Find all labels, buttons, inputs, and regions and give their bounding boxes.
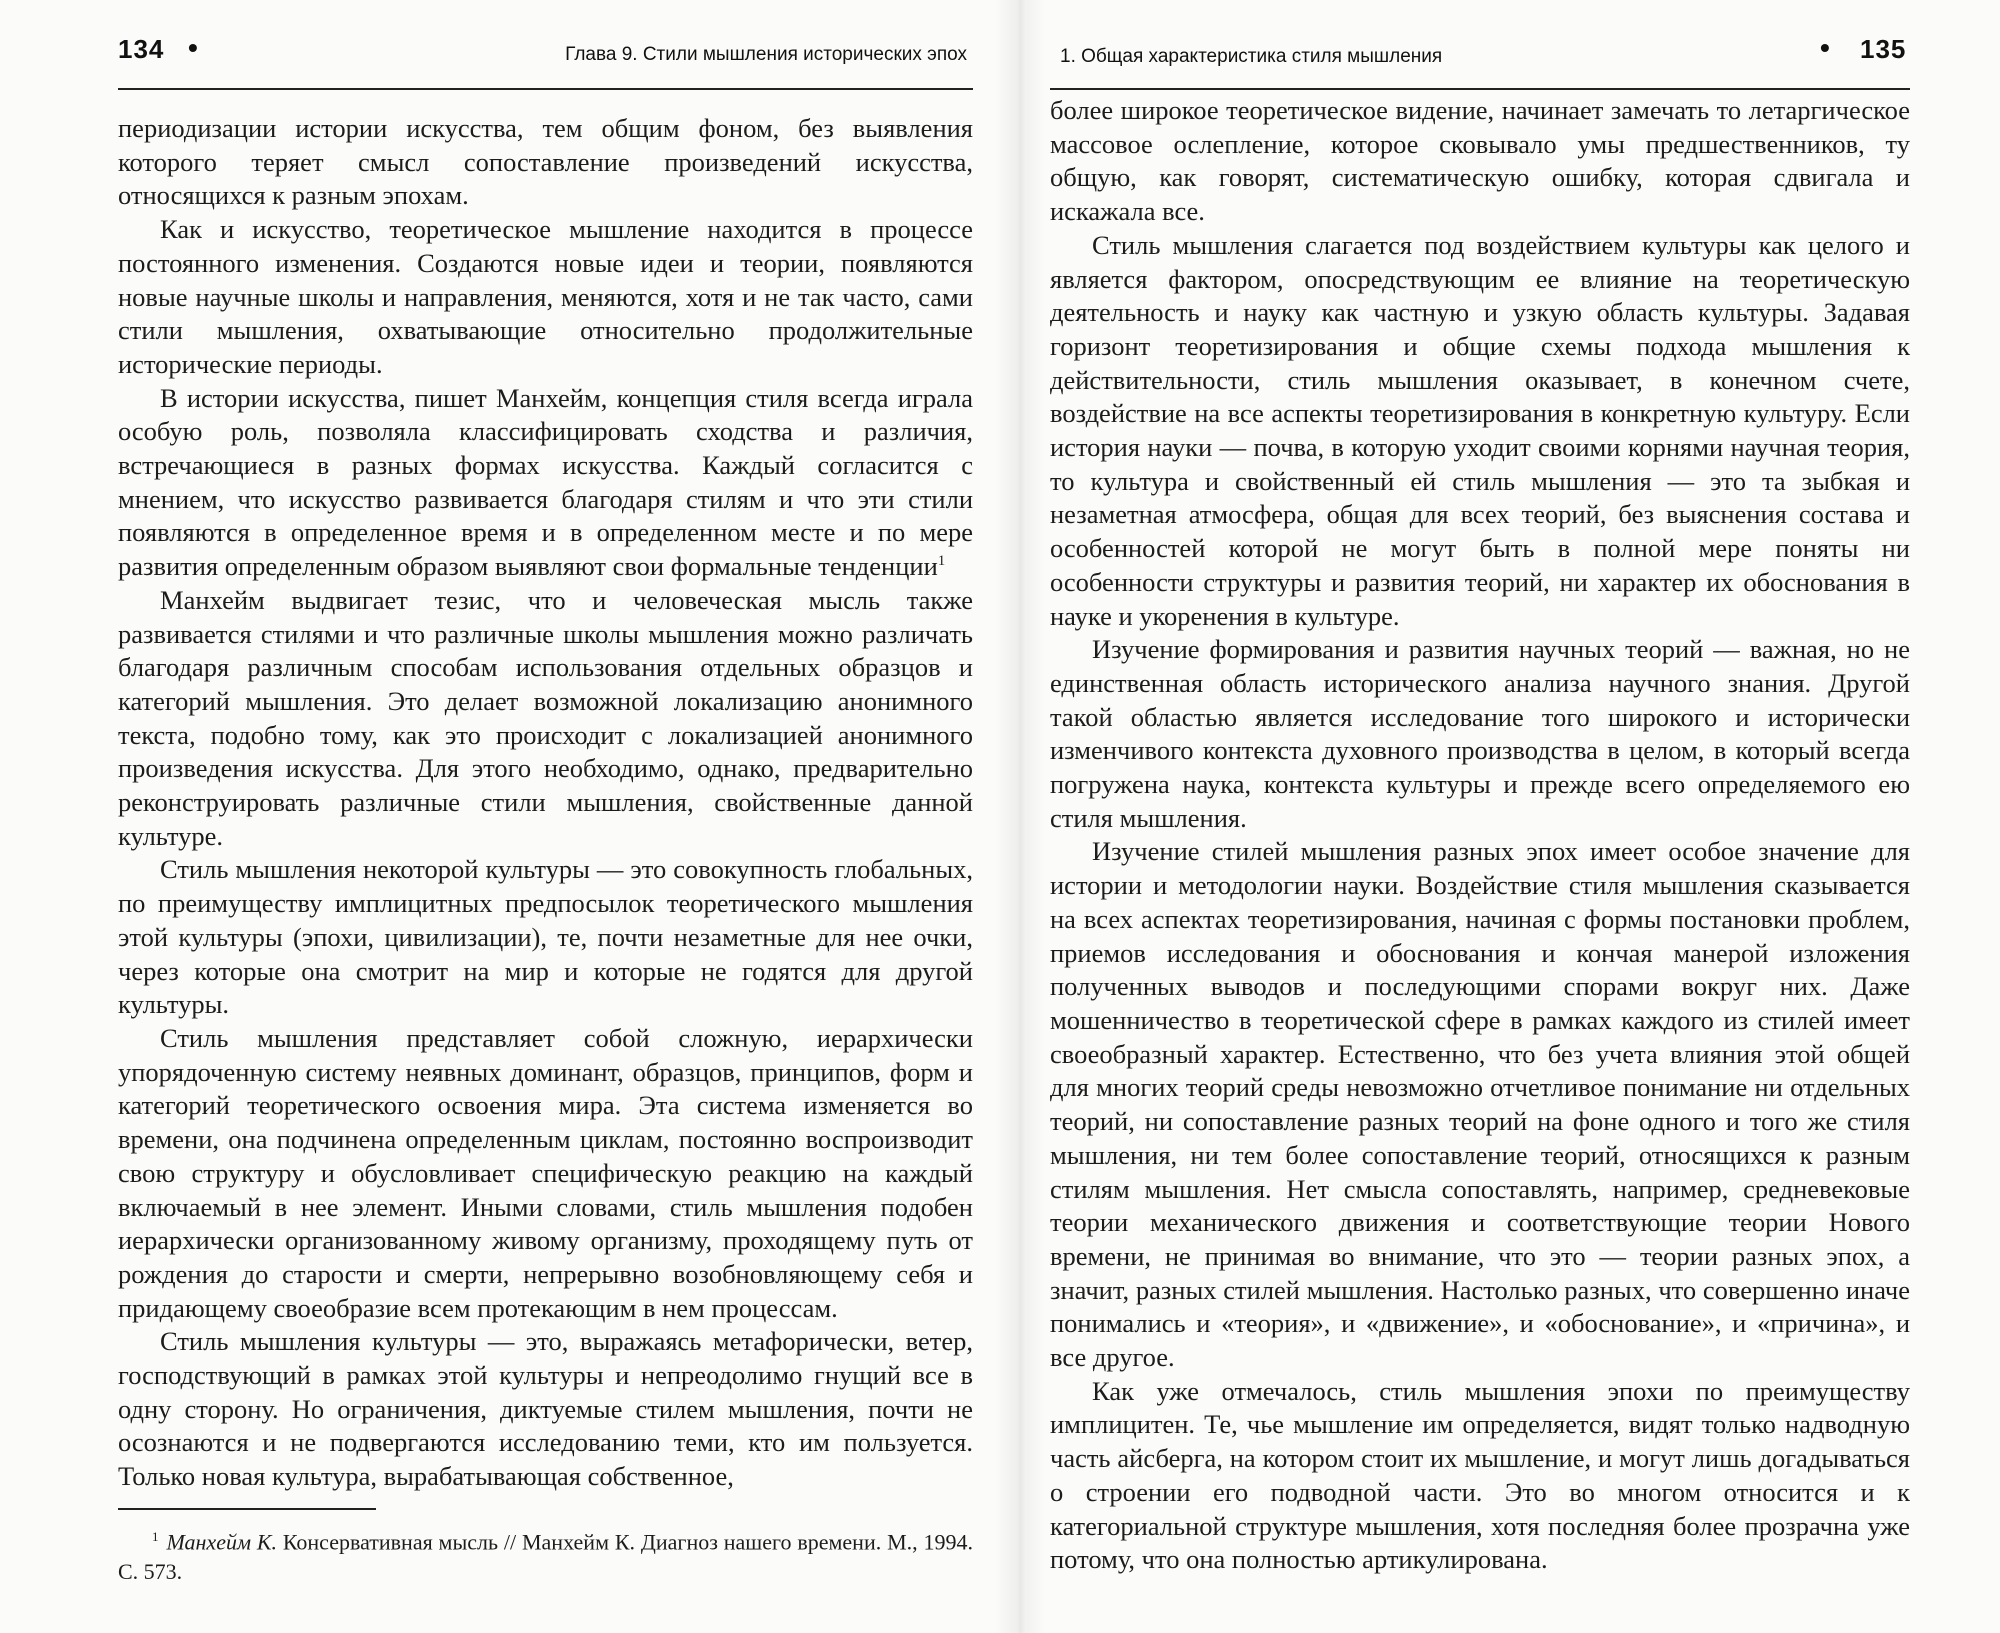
paragraph: периодизации истории искусства, тем общим фоном, без выявления которого теряет смысл сопоставление произведений искусства, относящихся к разным эпохам. — [118, 113, 973, 211]
page-number: 134 — [118, 34, 165, 64]
paragraph: более широкое теоретическое видение, начинает замечать то летаргическое массовое ослепление, которое сковывало умы предшественников, ту общую, как говорят, систематическую ошибку, которая сдвигала и искажала все. — [1050, 95, 1910, 227]
paragraph: Стиль мышления слагается под воздействием культуры как целого и является фактором, опосредствующим ее влияние на теоретическую деятельность и науку как частную и узкую область культуры. Задавая горизонт теоретизирования и общие схемы подхода мышления к действительности, стиль мышления оказывает, в конечном счете, воздействие на все аспекты теоретизирования в конкретную культуру. Если история науки — почва, в которую уходит своими корнями научная теория, то культура и свойственный ей стиль мышления — это та зыбкая и незаметная атмосфера, общая для всех теорий, без выяснения состава и особенностей которой не могут быть в полной мере поняты ни особенности структуры и развития теорий, ни характер их обоснования в науке и укоренения в культуре. — [1050, 229, 1910, 631]
running-head: 1. Общая характеристика стиля мышления — [1060, 46, 1443, 67]
left-page-header — [118, 34, 973, 90]
paragraph: Стиль мышления представляет собой сложную, иерархически упорядоченную систему неявных доминант, образцов, принципов, форм и категорий теоретического освоения мира. Эта система изменяется во времени, она подчинена определенным циклам, постоянно воспроизводит свою структуру и обусловливает специфическую реакцию на каждый включаемый в нее элемент. Иными словами, стиль мышления подобен иерархически организованному живому организму, проходящему путь от рождения до старости и смерти, непрерывно возобновляющему себя и придающему своеобразие всем протекающим в нем процессам. — [118, 1022, 973, 1323]
header-rule — [1050, 88, 1910, 90]
paragraph: Как уже отмечалось, стиль мышления эпохи по преимуществу имплицитен. Те, чье мышление им определяется, видят только надводную часть айсберга, на котором стоит их мышление, и могут лишь догадываться о строении его подводной части. Это во многом относится и к категориальной структуре мышления, хотя последняя более прозрачна уже потому, что она полностью артикулирована. — [1050, 1375, 1910, 1575]
right-page-header — [1050, 34, 1910, 90]
header-rule — [118, 88, 973, 90]
paragraph: Стиль мышления некоторой культуры — это совокупность глобальных, по преимуществу имплицитных предпосылок теоретического мышления этой культуры (эпохи, цивилизации), те, почти незаметные для нее очки, через которые она смотрит на мир и которые не годятся для другой культуры. — [118, 854, 973, 1020]
paragraph: Изучение формирования и развития научных теорий — важная, но не единственная область исторического анализа научного знания. Другой такой областью является исследование того широкого и исторически изменчивого контекста духовного производства в целом, в который всегда погружена наука, контекста культуры и прежде всего определяемого ею стиля мышления. — [1050, 634, 1910, 833]
paragraph: Манхейм выдвигает тезис, что и человеческая мысль также развивается стилями и что различные школы мышления можно различать благодаря различным способам использования отдельных образцов и категорий мышления. Это делает возможной локализацию анонимного текста, подобно тому, как это происходит с локализацией анонимного произведения искусства. Для этого необходимо, однако, предварительно реконструировать различные стили мышления, свойственные данной культуре. — [118, 584, 973, 851]
running-head: Глава 9. Стили мышления исторических эпох — [565, 44, 967, 65]
paragraph-text: В истории искусства, пишет Манхейм, концепция стиля всегда играла особую роль, позволяла классифицировать сходства и различия, встречающиеся в разных формах искусства. Каждый согласится с мнением, что искусство развивается благодаря стилям и что эти стили появляются в определенное время и в определенном месте и по мере развития определенным образом выявляют свои формальные тенденции — [118, 382, 973, 582]
footnote-author: Манхейм К. — [166, 1529, 277, 1555]
paragraph: Стиль мышления культуры — это, выражаясь метафорически, ветер, господствующий в рамках этой культуры и непреодолимо гнущий все в одну сторону. Но ограничения, диктуемые стилем мышления, почти не осознаются и не подвергаются исследованию теми, кто им пользуется. Только новая культура, вырабатывающая собственное, — [118, 1326, 973, 1492]
footnote-text: Консервативная мысль // Манхейм К. Диагноз нашего времени. М., 1994. С. 573. — [118, 1529, 973, 1585]
paragraph: Изучение стилей мышления разных эпох имеет особое значение для истории и методологии науки. Воздействие стиля мышления сказывается на всех аспектах теоретизирования, начиная с формы постановки проблем, приемов исследования и обоснования и кончая манерой изложения полученных выводов и последующими спорами вокруг них. Даже мошенничество в теоретической сфере в рамках каждого из стилей имеет своеобразный характер. Естественно, что без учета влияния этой общей для многих теорий среды невозможно отчетливое понимание ни отдельных теорий, ни сопоставление разных теорий на фоне одного и того же стиля мышления, ни тем более сопоставление теорий, относящихся к разным стилям мышления. Нет смысла сопоставлять, например, средневековые теории механического движения и соответствующие теории Нового времени, не принимая во внимание, что это — теории разных эпох, а значит, разных стилей мышления. Настолько разных, что совершенно иначе понимались и «теория», и «движение», и «обоснование», и «причина», и все другое. — [1050, 836, 1910, 1373]
header-bullet: • — [1820, 32, 1830, 63]
header-bullet: • — [188, 32, 198, 63]
right-page-body — [1050, 94, 1910, 1577]
page-number: 135 — [1860, 34, 1907, 64]
footnote-reference[interactable]: 1 — [937, 553, 946, 570]
paragraph: Как и искусство, теоретическое мышление находится в процессе постоянного изменения. Создаются новые идеи и теории, появляются новые научные школы и направления, меняются, хотя и не так часто, сами стили мышления, охватывающие относительно продолжительные исторические периоды. — [118, 214, 973, 379]
left-page-body — [118, 112, 973, 1494]
footnote — [118, 1522, 973, 1587]
paragraph — [118, 382, 973, 584]
footnote-rule — [118, 1508, 376, 1510]
right-page — [1010, 0, 2000, 1633]
footnote-number: 1 — [152, 1529, 159, 1544]
